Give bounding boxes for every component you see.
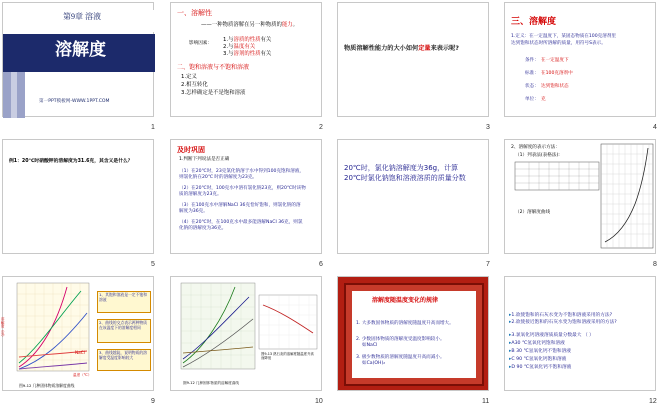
question-3: ▸3.氯氧化钙溶液溶质质量分数最大 （ ）	[509, 333, 594, 338]
y-axis-label: 溶解度（克）	[1, 317, 6, 339]
slide-title: 及时巩固	[177, 146, 205, 154]
note-box-3: 3、曲线越陡，说明物质的溶解度受温度影响较大	[97, 349, 151, 371]
slide-number-8: 8	[653, 261, 657, 268]
section-heading: 三、溶解度	[511, 17, 557, 27]
slide-thumbnail-3[interactable]	[337, 2, 489, 117]
heading-3: （2）溶解度曲线	[515, 210, 551, 215]
list-item-3: 3.怎样确定是不是饱和溶液	[181, 90, 246, 96]
slide-number-4: 4	[653, 124, 657, 131]
q4-line-2: 化钠的溶解度为36克。	[179, 226, 227, 231]
question-text: 物质溶解性能力的大小如何定量来表示呢?	[344, 45, 459, 52]
slide-thumbnail-4[interactable]	[504, 2, 656, 117]
standard-value: 在100克溶剂中	[541, 71, 573, 76]
slide-number-9: 9	[151, 398, 155, 405]
state-label: 状态：	[525, 84, 539, 89]
slide-thumbnail-5[interactable]	[2, 139, 154, 254]
factor-3: 3.与溶剂的性质有关	[223, 51, 272, 57]
slide-number-1: 1	[151, 124, 155, 131]
question-intro: 1.判断下列说法是否正确	[179, 157, 230, 162]
rule-3-example: 如Ca(OH)₂	[362, 361, 386, 366]
slide-thumbnail-7[interactable]	[337, 139, 489, 254]
question-2: ▸2.欲使接近饱和的石灰水变为饱和溶液采用的方法?	[509, 320, 617, 325]
condition-value: 在一定温度下	[541, 58, 569, 63]
q1-line-1: （1）在20℃时，23克氯化钠溶于水中得到100克饱和溶液，	[179, 169, 305, 174]
slide-thumbnail-2[interactable]	[170, 2, 322, 117]
definition-line: ——一种物质溶解在另一种物质的能力。	[201, 22, 299, 28]
x-axis-label: 温度（℃）	[73, 373, 92, 377]
factor-2: 2.与温度有关	[223, 44, 256, 50]
problem-line-1: 20℃时，氯化钠溶解度为36g，计算	[344, 164, 459, 172]
q3-line-2: 解度为36克。	[179, 209, 208, 214]
solubility-curves-figure	[177, 283, 257, 375]
note-box-1: 1、其饱和溶液是一定不饱和溶液	[97, 291, 151, 313]
slide-thumbnail-11[interactable]	[337, 276, 489, 391]
list-item-1: 1.定义	[181, 74, 197, 80]
example-text: 例1：20℃时硝酸钾的溶解度为31.6克，其含义是什么？	[9, 159, 133, 164]
panel-title: 溶解度随温度变化的规律	[372, 297, 439, 304]
multi-curve-graph	[11, 283, 91, 381]
slide-thumbnail-12[interactable]	[504, 276, 656, 391]
condition-label: 条件：	[525, 58, 539, 63]
slide-number-12: 12	[649, 398, 657, 405]
slide-thumbnail-10[interactable]	[170, 276, 322, 391]
q2-line-2: 质的溶解度为23克。	[179, 192, 222, 197]
heading-1: 2、溶解度的表示方法：	[511, 145, 560, 150]
definition-line-1: 1.定义：在一定温度下，某固态物质在100克溶剂里	[511, 34, 617, 39]
option-a: ▸A30 ℃氢氧化钙饱和溶液	[509, 341, 565, 346]
nacl-label: NaCl	[75, 350, 85, 355]
option-d: ▸D 90 ℃氢氧化钙不饱和溶液	[509, 365, 572, 370]
slide-number-5: 5	[151, 261, 155, 268]
unit-label: 单位：	[525, 97, 539, 102]
slide-thumbnail-9[interactable]	[2, 276, 154, 391]
section-heading-1: 一、溶解性	[177, 9, 212, 17]
chapter-label: 第9章 溶液	[63, 12, 101, 21]
section-heading-2: 二、饱和溶液与不饱和溶液	[177, 64, 250, 71]
caption-1: 图9-12 几种固体物质的溶解度曲线	[183, 381, 240, 385]
slide-title: 溶解度	[55, 40, 106, 60]
solubility-curve-graph	[601, 144, 653, 248]
slide-thumbnail-1[interactable]	[2, 2, 154, 117]
definition-line-2: 达到饱和状态时所溶解的质量，用符号S表示。	[511, 41, 606, 46]
q3-line-1: （3）在100克水中溶解NaCl 36克恰好饱和，则氯化钠的溶	[179, 203, 301, 208]
q2-line-1: （2）在20℃时，100克水中溶有氯化钠23克，则20℃时该物	[179, 186, 306, 191]
caption-2: 图9-13 熟石灰的溶解度随温度升高而降低	[261, 352, 314, 360]
note-box-2: 2、曲线的交点表示两种物质在该温度下的溶解度相同	[97, 319, 151, 343]
question-1: ▸1.欲使饱和的石灰水变为不饱和溶液采用的方法?	[509, 313, 613, 318]
solubility-table	[515, 162, 599, 190]
q4-line-1: （4）在20℃时，在100克水中最多能溶解NaCl 36克，则氯	[179, 220, 303, 225]
slide-number-10: 10	[315, 398, 323, 405]
lime-curve-figure	[259, 295, 317, 349]
factors-label: 影响因素：	[189, 41, 212, 46]
slide-number-11: 11	[482, 398, 490, 405]
heading-2: （1）列表法(表格法):	[515, 153, 560, 158]
rule-1: 1. 大多数固体物质的溶解度随温度升高而增大。	[356, 321, 454, 326]
list-item-2: 2.相互转化	[181, 82, 208, 88]
left-stripe-2	[11, 72, 17, 118]
problem-line-2: 20℃时氯化钠饱和溶液溶质的质量分数	[344, 174, 466, 182]
footer-text: 第一PPT模板网-WWW.1PPT.COM	[39, 99, 110, 104]
rule-3: 3. 极少数物质的溶解度随温度升高而减小。	[356, 355, 445, 360]
option-c: ▸C 90 ℃氢氧化钙饱和溶液	[509, 357, 567, 362]
rule-2: 2. 少数固体物质的溶解度受温度影响较小。	[356, 337, 445, 342]
slide-number-7: 7	[486, 261, 490, 268]
graph-caption: 图9-12 几种固体物质溶解度曲线	[19, 383, 75, 388]
state-value: 达到饱和状态	[541, 84, 569, 89]
slide-thumbnail-8[interactable]	[504, 139, 656, 254]
slide-number-3: 3	[486, 124, 490, 131]
slide-number-6: 6	[319, 261, 323, 268]
slide-thumbnail-6[interactable]	[170, 139, 322, 254]
unit-value: 克	[541, 97, 546, 102]
standard-label: 标准：	[525, 71, 539, 76]
rule-2-example: 如NaCl	[362, 343, 378, 348]
q1-line-2: 则氯化钠在20℃ 时的溶解度为23克。	[179, 175, 258, 180]
factor-1: 1.与溶质的性质有关	[223, 37, 272, 43]
slide-number-2: 2	[319, 124, 323, 131]
option-b: ▸B 30 ℃氢氧化钙不饱和溶液	[509, 349, 571, 354]
